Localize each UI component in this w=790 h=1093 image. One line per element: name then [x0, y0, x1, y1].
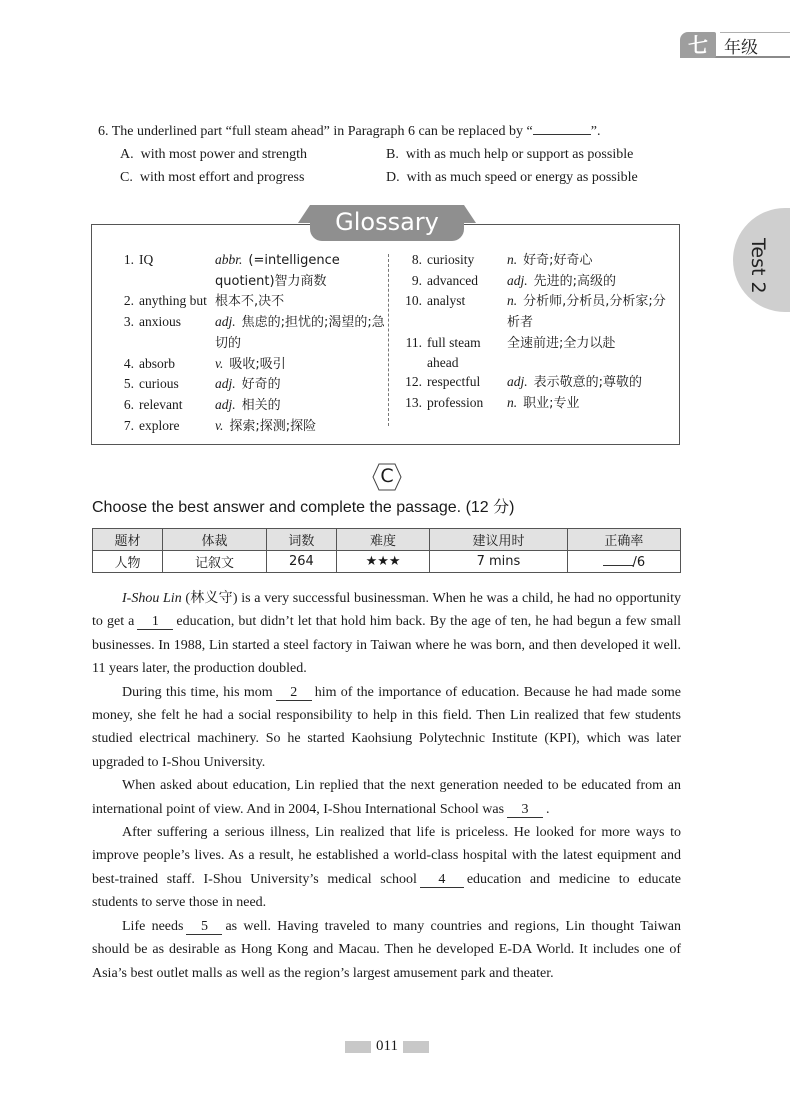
question-number: 6. [98, 124, 109, 139]
passage [92, 587, 681, 985]
glossary-word: advanced [427, 272, 478, 288]
header-accuracy: 正确率 [567, 529, 680, 551]
glossary-definition [215, 250, 386, 291]
passage-info-table [92, 528, 681, 573]
person-name: I-Shou Lin [122, 591, 182, 606]
glossary-number: 2. [123, 293, 134, 309]
header-difficulty: 难度 [336, 529, 429, 551]
question-text-end: ”. [590, 124, 601, 139]
glossary-definition [215, 395, 386, 416]
table-header-row [93, 529, 681, 551]
blank-4[interactable]: 4 [420, 872, 464, 888]
glossary-number: 13. [405, 394, 422, 410]
glossary-word: curiosity [427, 252, 475, 267]
part-of-speech: n. [507, 252, 518, 267]
definition-text: 表示敬意的;尊敬的 [533, 375, 643, 391]
glossary-definition [215, 416, 386, 437]
text: education, but didn’t let that hold him back. By the age of ten, he had begun a few small businesses. In 1988, Lin started a steel factory in Taiwan where he was born, and then developed it well. 11 years later, the production doubled. [92, 614, 681, 677]
part-of-speech: n. [507, 394, 518, 410]
blank-3[interactable]: 3 [507, 802, 543, 818]
option-label: C. [120, 170, 133, 185]
cell-topic: 人物 [93, 551, 163, 573]
grade-header [680, 32, 790, 58]
glossary-word: analyst [427, 293, 466, 309]
answer-blank[interactable] [533, 120, 591, 135]
option-label: A. [120, 147, 134, 162]
cell-difficulty: ★★★ [336, 551, 429, 573]
glossary-definition [215, 291, 386, 312]
text: him of the importance of education. Because he had made some money, she felt he had a social responsibility to help in this field. Then Lin realized that few students studied electrical machinery. So he started Kaohsiung Polytechnic Institute (KPI), which was later upgraded to I-Shou University. [92, 684, 682, 770]
option-text: with as much speed or energy as possible [406, 170, 638, 185]
glossary-item [114, 374, 386, 395]
score-total: /6 [632, 555, 646, 570]
glossary-word: relevant [139, 396, 183, 412]
glossary-item [400, 291, 675, 332]
page-number [345, 1038, 429, 1056]
section-instruction: Choose the best answer and complete the passage. (12 分) [92, 499, 515, 516]
definition-text: 好奇的 [241, 377, 281, 393]
text: When asked about education, Lin replied that the next generation needed to be educated from an international point of view. And in 2004, I-Shou International School was [92, 778, 681, 817]
blank-1[interactable]: 1 [137, 614, 173, 630]
part-of-speech: abbr. [215, 252, 243, 267]
glossary-item [114, 354, 386, 375]
definition-text: 先进的;高级的 [533, 273, 617, 289]
glossary-number: 11. [405, 334, 422, 350]
text: education and medicine to educate students to serve those in need. [92, 871, 681, 911]
section-marker [372, 463, 402, 489]
glossary-item [114, 291, 386, 312]
glossary-number: 4. [123, 355, 134, 371]
paragraph-2 [92, 681, 681, 775]
glossary-number: 10. [405, 293, 422, 309]
option-a[interactable] [120, 143, 386, 166]
header-genre: 体裁 [163, 529, 267, 551]
cell-word-count: 264 [266, 551, 336, 573]
definition-text: 吸收;吸引 [229, 356, 286, 372]
part-of-speech: adj. [507, 272, 528, 288]
part-of-speech: v. [215, 355, 224, 371]
definition-text: (=intelligence quotient)智力商数 [215, 253, 340, 289]
text: (林义守) is a very successful businessman. When he was a child, he had no opportunity to get a [92, 591, 682, 630]
glossary-title: Glossary [310, 205, 464, 241]
text: as well. Having traveled to many countries and regions, Lin thought Taiwan should be as desirable as Hong Kong and Macau. Then he developed E-DA World. It includes one of Asia’s best outlet malls as well as the region’s largest amusement park and theater. [92, 918, 681, 981]
question-stem [98, 120, 698, 143]
glossary-number: 8. [411, 252, 422, 267]
option-label: D. [386, 170, 400, 185]
glossary-number: 1. [123, 252, 134, 267]
glossary-definition [215, 374, 386, 395]
grade-label: 年级 [724, 38, 758, 58]
part-of-speech: adj. [507, 374, 528, 390]
glossary-item [114, 395, 386, 416]
page-number-bar-right [403, 1041, 429, 1053]
definition-text: 全速前进;全力以赴 [507, 335, 616, 351]
glossary-item [400, 393, 675, 414]
glossary-item [400, 372, 675, 393]
option-d[interactable] [386, 166, 686, 189]
glossary-definition [215, 354, 386, 375]
definition-text: 根本不,决不 [215, 294, 285, 310]
cell-accuracy[interactable] [567, 551, 680, 573]
glossary-number: 5. [123, 376, 134, 392]
glossary-word: profession [427, 394, 484, 410]
glossary-item [114, 250, 386, 291]
paragraph-3 [92, 774, 681, 821]
option-text: with most effort and progress [139, 170, 305, 185]
definition-text: 相关的 [241, 397, 281, 413]
glossary-item [114, 312, 386, 353]
section-letter: C [380, 465, 394, 487]
glossary-word: absorb [139, 355, 175, 371]
question-6 [98, 120, 698, 189]
header-word-count: 词数 [266, 529, 336, 551]
text: . [546, 801, 550, 817]
paragraph-4 [92, 821, 681, 915]
definition-text: 探索;探测;探险 [229, 418, 317, 434]
paragraph-5 [92, 915, 681, 985]
score-blank[interactable] [603, 553, 633, 566]
definition-text: 焦虑的;担忧的;渴望的;急切的 [215, 315, 385, 351]
glossary-word: IQ [139, 252, 154, 267]
part-of-speech: adj. [215, 376, 236, 392]
part-of-speech: adj. [215, 396, 236, 412]
glossary-number: 6. [123, 396, 134, 412]
cell-genre: 记叙文 [163, 551, 267, 573]
text: Life needs [122, 918, 184, 934]
definition-text: 职业;专业 [523, 395, 580, 411]
page-number-bar-left [345, 1041, 371, 1053]
cell-suggested-time: 7 mins [430, 551, 568, 573]
glossary-number: 9. [411, 272, 422, 288]
glossary-item [400, 250, 675, 271]
part-of-speech: v. [215, 417, 224, 433]
glossary-definition [507, 393, 675, 414]
glossary-definition [507, 372, 675, 393]
glossary-item [400, 271, 675, 292]
glossary-word: anything but [139, 293, 207, 309]
glossary-definition [507, 333, 675, 372]
glossary-number: 3. [123, 314, 134, 330]
option-text: with as much help or support as possible [405, 147, 634, 162]
glossary-right-column [400, 250, 675, 414]
header-topic: 题材 [93, 529, 163, 551]
glossary-number: 7. [123, 417, 134, 433]
option-label: B. [386, 147, 399, 162]
glossary-word: anxious [139, 314, 181, 330]
definition-text: 好奇;好奇心 [523, 253, 593, 268]
glossary-definition [215, 312, 386, 353]
table-row [93, 551, 681, 573]
glossary-word: respectful [427, 374, 481, 390]
glossary-word: explore [139, 417, 180, 433]
options [120, 143, 698, 189]
header-suggested-time: 建议用时 [430, 529, 568, 551]
part-of-speech: n. [507, 293, 518, 309]
paragraph-1 [92, 587, 681, 681]
option-b[interactable] [386, 143, 686, 166]
glossary-definition [507, 291, 675, 332]
glossary-number: 12. [405, 374, 422, 390]
glossary-item [400, 333, 675, 372]
glossary-word: full steam ahead [427, 334, 481, 370]
glossary-definition [507, 250, 675, 271]
page-number-text: 011 [376, 1038, 398, 1054]
glossary-item [114, 416, 386, 437]
definition-text: 分析师,分析员,分析家;分析者 [507, 294, 666, 331]
glossary-definition [507, 271, 675, 292]
test-tab-label: Test 2 [747, 238, 769, 294]
option-c[interactable] [120, 166, 386, 189]
glossary-left-column [114, 250, 386, 436]
grade-badge: 七 [680, 32, 716, 58]
option-text: with most power and strength [140, 147, 308, 162]
blank-5[interactable]: 5 [186, 919, 222, 935]
question-text: The underlined part “full steam ahead” in Paragraph 6 can be replaced by “ [111, 124, 533, 139]
part-of-speech: adj. [215, 314, 236, 330]
text: During this time, his mom [122, 684, 273, 700]
test-tab [733, 208, 790, 312]
glossary-divider [388, 254, 389, 426]
blank-2[interactable]: 2 [276, 685, 312, 701]
glossary-word: curious [139, 376, 179, 392]
text: After suffering a serious illness, Lin realized that life is priceless. He looked for more ways to improve people’s lives. As a result, he established a world-class hospital with the latest equipment and best-trained staff. I-Shou University’s medical school [92, 825, 681, 887]
